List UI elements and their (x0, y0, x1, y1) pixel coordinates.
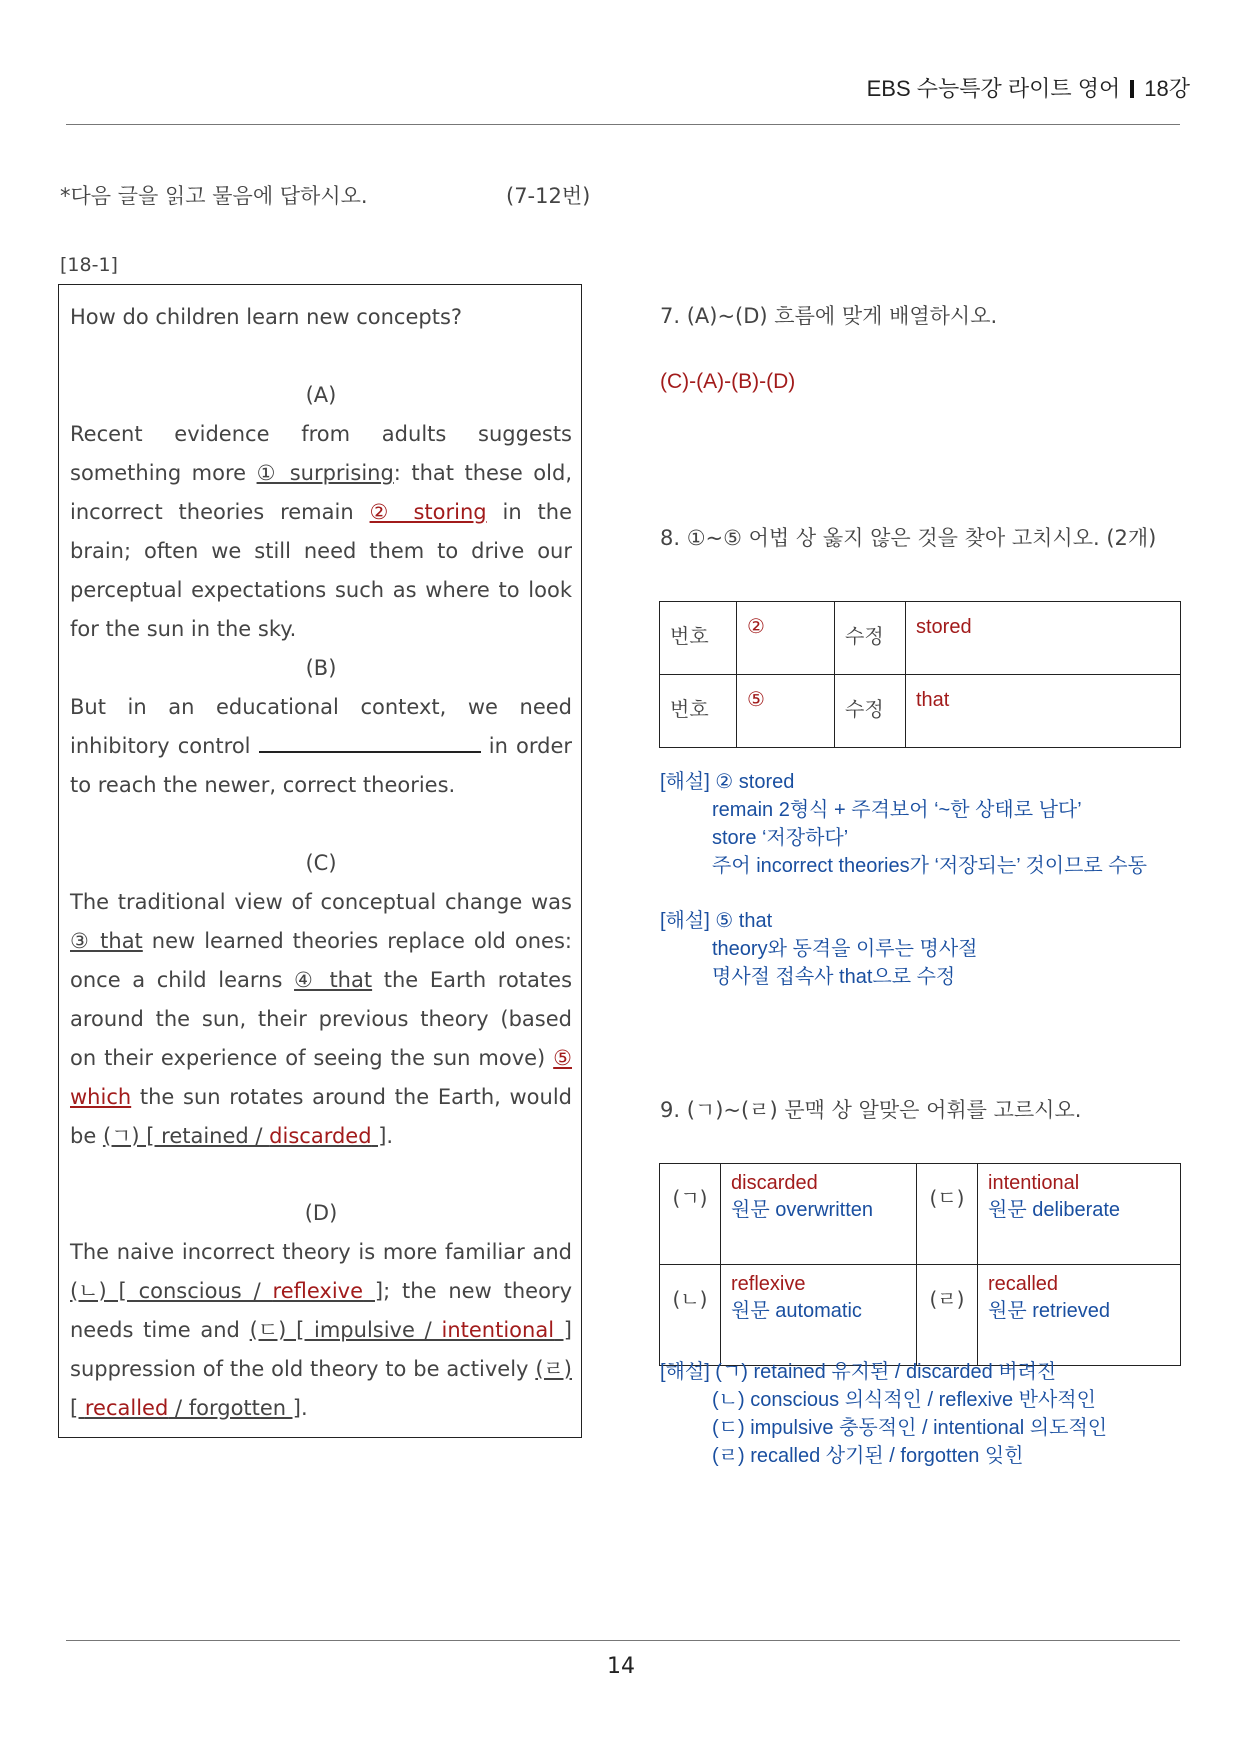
table-row (660, 675, 1181, 748)
page-header (867, 72, 1190, 103)
q8-explanation-1: [해설] ② stored remain 2형식 + 주격보어 ‘~한 상태로 남다’ store ‘저장하다’ 주어 incorrect theories가 ‘저장되는’ 것이므로 수동 (660, 771, 1147, 877)
q9-label: (ㄴ) (660, 1265, 721, 1366)
q8-fix: stored (906, 602, 1181, 675)
q8-label: 번호 (660, 602, 737, 675)
q9-label: (ㄹ) (917, 1265, 978, 1366)
instruction-text: *다음 글을 읽고 물음에 답하시오. (60, 184, 368, 208)
marker-4: ④ that (294, 968, 373, 992)
instruction-range: (7-12번) (506, 184, 591, 208)
q8-question: 8. ①~⑤ 어법 상 옳지 않은 것을 찾아 고치시오. (2개) (660, 526, 1157, 550)
section-a-heading: (A) (305, 383, 337, 407)
footer-rule (66, 1640, 1180, 1641)
q7-question: 7. (A)~(D) 흐름에 맞게 배열하시오. (660, 304, 998, 328)
blank-line (259, 735, 481, 753)
marker-5: ⑤ which (70, 1046, 572, 1109)
header-lesson: 18강 (1144, 76, 1190, 101)
table-row (660, 602, 1181, 675)
section-d-text: The naive incorrect theory is more familiar and (ㄴ) [ conscious / reflexive ]; the new theory needs time and (ㄷ) [ impulsive / intentional ] suppression of the old theory to be actively (ㄹ) [ recalled / forgotten ]. (70, 1240, 572, 1420)
q7-answer: (C)-(A)-(B)-(D) (660, 370, 796, 393)
q9-cell: reflexive 원문 automatic (721, 1265, 917, 1366)
section-d-heading: (D) (304, 1201, 338, 1225)
q8-fix: that (906, 675, 1181, 748)
section-b-text: But in an educational context, we need inhibitory control in order to reach the newer, correct theories. (70, 695, 572, 797)
marker-2: ② storing (369, 500, 487, 524)
choice-1: (ㄱ) [ retained / discarded ] (102, 1124, 387, 1148)
choice-4: (ㄹ) [ recalled / forgotten ] (70, 1357, 572, 1420)
header-divider (1130, 80, 1134, 98)
passage-question: How do children learn new concepts? (70, 305, 463, 329)
q8-fix-label: 수정 (835, 602, 906, 675)
section-c-heading: (C) (305, 851, 337, 875)
header-series: EBS 수능특강 라이트 영어 (866, 76, 1121, 101)
table-row (660, 1265, 1181, 1366)
q8-answer-table (659, 601, 1181, 748)
marker-3: ③ that (70, 929, 143, 953)
section-a-text: Recent evidence from adults suggests something more ① surprising: that these old, incorrect theories remain ② storing in the brain; often we still need them to drive our perceptual expectations such as where to look for the sun in the sky. (70, 422, 572, 641)
q8-label: 번호 (660, 675, 737, 748)
q9-cell: discarded 원문 overwritten (721, 1164, 917, 1265)
choice-2: (ㄴ) [ conscious / reflexive ] (70, 1279, 384, 1303)
q8-number: ⑤ (737, 675, 835, 748)
q9-label: (ㄱ) (660, 1164, 721, 1265)
q9-question: 9. (ㄱ)~(ㄹ) 문맥 상 알맞은 어휘를 고르시오. (660, 1098, 1082, 1122)
q9-answer-table (659, 1163, 1181, 1366)
passage-label: [18-1] (60, 254, 118, 276)
marker-1: ① surprising (256, 461, 394, 485)
section-b-heading: (B) (305, 656, 337, 680)
q9-cell: intentional 원문 deliberate (978, 1164, 1181, 1265)
table-row (660, 1164, 1181, 1265)
q9-explanation: [해설] (ㄱ) retained 유지된 / discarded 버려진 (ㄴ) conscious 의식적인 / reflexive 반사적인 (ㄷ) impulsive 충동적인 / intentional 의도적인 (ㄹ) recalled 상기된 / forgotten 잊힌 (660, 1361, 1108, 1467)
q9-label: (ㄷ) (917, 1164, 978, 1265)
choice-3: (ㄷ) [ impulsive / intentional ] (249, 1318, 572, 1342)
q8-fix-label: 수정 (835, 675, 906, 748)
header-rule (66, 124, 1180, 125)
section-c-text: The traditional view of conceptual change was ③ that new learned theories replace old ones: once a child learns ④ that the Earth rotates around the sun, their previous theory (based on their experience of seeing the sun move) ⑤ which the sun rotates around the Earth, would be (ㄱ) [ retained / discarded ]. (70, 890, 573, 1148)
page-number: 14 (607, 1654, 635, 1679)
q8-number: ② (737, 602, 835, 675)
q8-explanation-2: [해설] ⑤ that theory와 동격을 이루는 명사절 명사절 접속사 that으로 수정 (660, 910, 978, 988)
q9-cell: recalled 원문 retrieved (978, 1265, 1181, 1366)
